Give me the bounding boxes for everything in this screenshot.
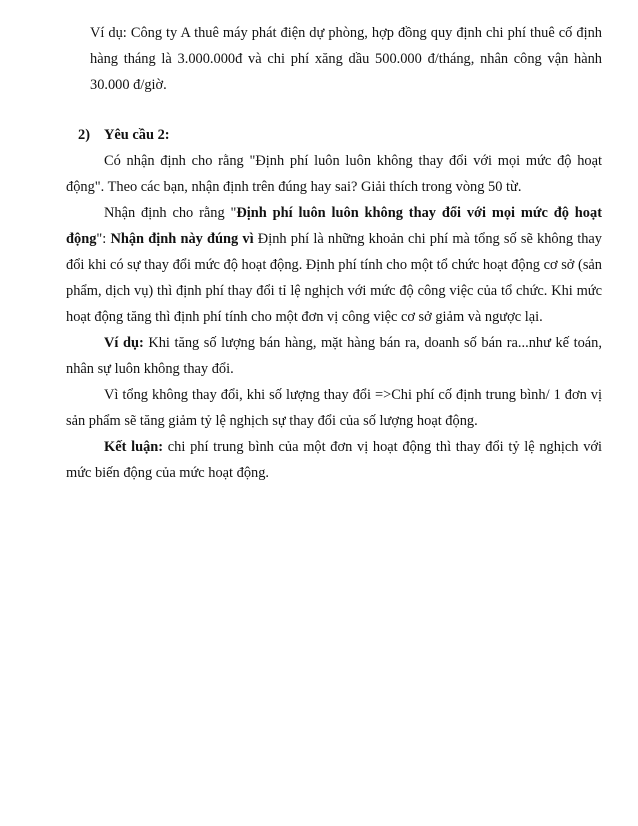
example-paragraph-top xyxy=(90,20,602,98)
section-heading xyxy=(78,122,170,148)
example2-label: Ví dụ: xyxy=(104,335,144,351)
question-paragraph xyxy=(66,148,602,200)
answer-body: Định phí là những khoản chi phí mà tổng số sẽ không thay đổi khi có sự thay đổi mức độ hoạt động. Định phí tính cho một tổ chức hoạt động cơ sở (sản phẩm, dịch vụ) thì định phí thay đổi tỉ lệ nghịch với mức độ công việc của tổ chức. Khi mức hoạt động tăng thì định phí tính cho một đơn vị công việc cơ sở giảm và ngược lại. xyxy=(66,231,602,325)
example-paragraph-2 xyxy=(66,330,602,382)
question-text: Có nhận định cho rằng "Định phí luôn luôn không thay đổi với mọi mức độ hoạt động". Theo các bạn, nhận định trên đúng hay sai? Giải thích trong vòng 50 từ. xyxy=(66,153,602,195)
section-title: Yêu cầu 2: xyxy=(104,127,170,143)
answer-paragraph xyxy=(66,200,602,330)
explanation-paragraph xyxy=(66,382,602,434)
answer-suffix: ": xyxy=(96,231,107,247)
answer-verdict: Nhận định này đúng vì xyxy=(110,231,254,247)
conclusion-paragraph xyxy=(66,434,602,486)
explanation-text: Vì tổng không thay đổi, khi số lượng thay đổi =>Chi phí cố định trung bình/ 1 đơn vị sản phẩm sẽ tăng giảm tỷ lệ nghịch sự thay đổi của số lượng hoạt động. xyxy=(66,387,602,429)
example-label: Ví dụ: xyxy=(90,25,127,41)
example-text: Công ty A thuê máy phát điện dự phòng, hợp đồng quy định chi phí thuê cố định hàng tháng là 3.000.000đ và chi phí xăng dầu 500.000 đ/tháng, nhân công vận hành 30.000 đ/giờ. xyxy=(90,25,602,93)
example2-text: Khi tăng số lượng bán hàng, mặt hàng bán ra, doanh số bán ra...như kế toán, nhân sự luôn không thay đổi. xyxy=(66,335,602,377)
conclusion-label: Kết luận: xyxy=(104,439,164,455)
answer-quote: Định phí luôn luôn không thay đổi với mọi mức độ hoạt động xyxy=(66,205,602,247)
section-number: 2) xyxy=(78,127,90,143)
conclusion-text: chi phí trung bình của một đơn vị hoạt động thì thay đổi tỷ lệ nghịch với mức biến động của mức hoạt động. xyxy=(66,439,602,481)
answer-prefix: Nhận định cho rằng " xyxy=(104,205,237,221)
